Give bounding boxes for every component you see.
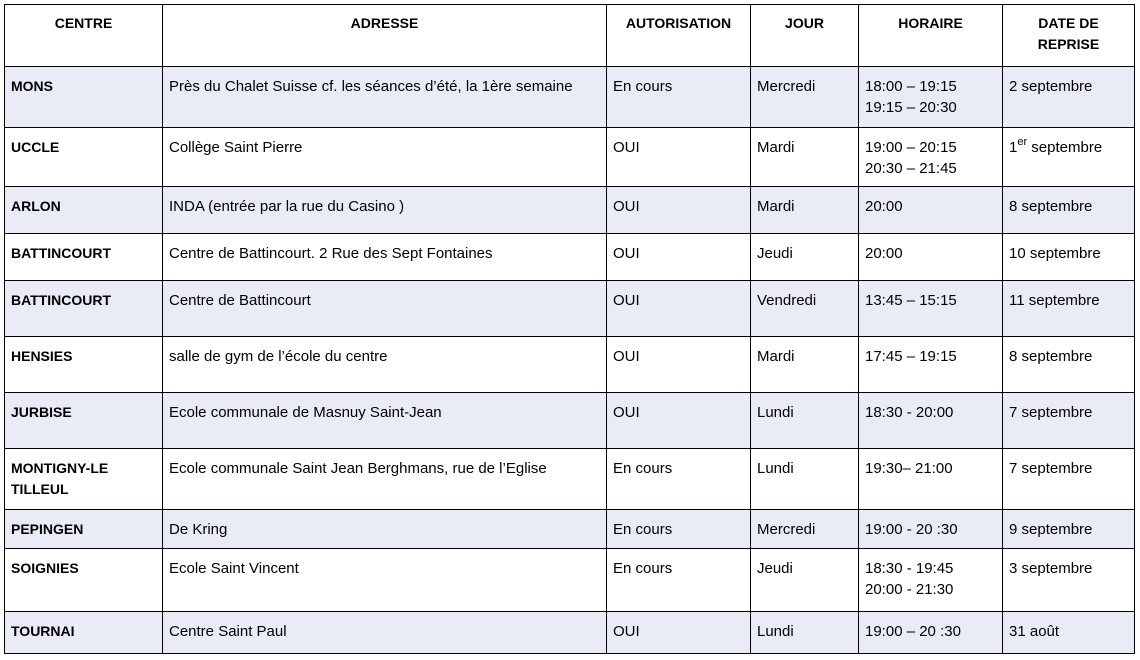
schedule-table	[4, 4, 1135, 654]
centre-cell	[5, 449, 163, 510]
date-cell: 3 septembre	[1003, 549, 1135, 612]
autorisation-cell: OUI	[607, 612, 751, 654]
table-row	[5, 549, 1135, 612]
schedule-document	[4, 4, 1135, 654]
adresse-cell: Centre de Battincourt	[163, 281, 607, 337]
horaire-cell: 18:30 - 20:00	[859, 393, 1003, 449]
adresse-cell: Centre de Battincourt. 2 Rue des Sept Fontaines	[163, 234, 607, 281]
col-header-horaire: HORAIRE	[859, 5, 1003, 67]
centre-cell: TOURNAI	[5, 612, 163, 654]
autorisation-cell: En cours	[607, 449, 751, 510]
horaire-cell: 19:00 - 20 :30	[859, 510, 1003, 549]
centre-cell: HENSIES	[5, 337, 163, 393]
adresse-cell: Ecole communale de Masnuy Saint-Jean	[163, 393, 607, 449]
centre-cell: PEPINGEN	[5, 510, 163, 549]
table-row	[5, 612, 1135, 654]
date-ordinal: er	[1017, 136, 1028, 148]
header-row	[5, 5, 1135, 67]
autorisation-cell: En cours	[607, 67, 751, 128]
horaire-cell	[859, 549, 1003, 612]
jour-cell: Lundi	[751, 393, 859, 449]
centre-cell: SOIGNIES	[5, 549, 163, 612]
horaire-cell: 19:00 – 20 :30	[859, 612, 1003, 654]
table-row	[5, 449, 1135, 510]
adresse-cell: Collège Saint Pierre	[163, 128, 607, 187]
horaire-line: 19:00 – 20:15	[865, 139, 957, 156]
col-header-date-reprise	[1003, 5, 1135, 67]
jour-cell: Jeudi	[751, 234, 859, 281]
table-row	[5, 337, 1135, 393]
date-header-line1: DATE DE	[1038, 15, 1099, 31]
autorisation-cell: OUI	[607, 234, 751, 281]
table-row	[5, 128, 1135, 187]
table-row	[5, 393, 1135, 449]
date-cell: 2 septembre	[1003, 67, 1135, 128]
autorisation-cell: OUI	[607, 281, 751, 337]
horaire-cell: 20:00	[859, 187, 1003, 234]
adresse-cell: Ecole communale Saint Jean Berghmans, rue de l’Eglise	[163, 449, 607, 510]
date-cell: 9 septembre	[1003, 510, 1135, 549]
horaire-line: 18:30 - 19:45	[865, 560, 954, 577]
jour-cell: Jeudi	[751, 549, 859, 612]
adresse-cell: Ecole Saint Vincent	[163, 549, 607, 612]
table-row	[5, 234, 1135, 281]
jour-cell: Mardi	[751, 337, 859, 393]
autorisation-cell: En cours	[607, 510, 751, 549]
horaire-cell	[859, 128, 1003, 187]
col-header-centre: CENTRE	[5, 5, 163, 67]
table-row	[5, 187, 1135, 234]
adresse-cell: Centre Saint Paul	[163, 612, 607, 654]
col-header-autorisation: AUTORISATION	[607, 5, 751, 67]
date-cell: 8 septembre	[1003, 337, 1135, 393]
jour-cell: Vendredi	[751, 281, 859, 337]
centre-line: MONTIGNY-LE	[11, 460, 109, 476]
table-row	[5, 510, 1135, 549]
adresse-cell: salle de gym de l’école du centre	[163, 337, 607, 393]
date-cell	[1003, 128, 1135, 187]
date-cell: 11 septembre	[1003, 281, 1135, 337]
jour-cell: Mercredi	[751, 510, 859, 549]
date-month: septembre	[1027, 139, 1103, 156]
centre-cell: JURBISE	[5, 393, 163, 449]
centre-cell: BATTINCOURT	[5, 281, 163, 337]
autorisation-cell: OUI	[607, 393, 751, 449]
jour-cell: Mercredi	[751, 67, 859, 128]
date-cell: 10 septembre	[1003, 234, 1135, 281]
jour-cell: Lundi	[751, 449, 859, 510]
date-number: 1	[1009, 139, 1018, 156]
horaire-cell: 20:00	[859, 234, 1003, 281]
autorisation-cell: OUI	[607, 337, 751, 393]
horaire-line: 20:30 – 21:45	[865, 160, 957, 177]
horaire-line: 19:15 – 20:30	[865, 99, 957, 116]
centre-line: TILLEUL	[11, 481, 69, 497]
date-header-line2: REPRISE	[1037, 36, 1100, 52]
date-cell: 7 septembre	[1003, 449, 1135, 510]
autorisation-cell: OUI	[607, 187, 751, 234]
jour-cell: Mardi	[751, 187, 859, 234]
centre-cell: BATTINCOURT	[5, 234, 163, 281]
centre-cell: MONS	[5, 67, 163, 128]
jour-cell: Mardi	[751, 128, 859, 187]
table-row	[5, 281, 1135, 337]
horaire-cell	[859, 67, 1003, 128]
col-header-jour: JOUR	[751, 5, 859, 67]
adresse-cell: Près du Chalet Suisse cf. les séances d’été, la 1ère semaine	[163, 67, 607, 128]
date-cell: 8 septembre	[1003, 187, 1135, 234]
centre-cell: UCCLE	[5, 128, 163, 187]
adresse-cell: INDA (entrée par la rue du Casino )	[163, 187, 607, 234]
horaire-cell: 13:45 – 15:15	[859, 281, 1003, 337]
horaire-line: 18:00 – 19:15	[865, 78, 957, 95]
table-row	[5, 67, 1135, 128]
adresse-cell: De Kring	[163, 510, 607, 549]
col-header-adresse: ADRESSE	[163, 5, 607, 67]
horaire-line: 20:00 - 21:30	[865, 581, 954, 598]
date-cell: 7 septembre	[1003, 393, 1135, 449]
date-cell: 31 août	[1003, 612, 1135, 654]
horaire-cell: 19:30– 21:00	[859, 449, 1003, 510]
autorisation-cell: En cours	[607, 549, 751, 612]
horaire-cell: 17:45 – 19:15	[859, 337, 1003, 393]
autorisation-cell: OUI	[607, 128, 751, 187]
centre-cell: ARLON	[5, 187, 163, 234]
jour-cell: Lundi	[751, 612, 859, 654]
